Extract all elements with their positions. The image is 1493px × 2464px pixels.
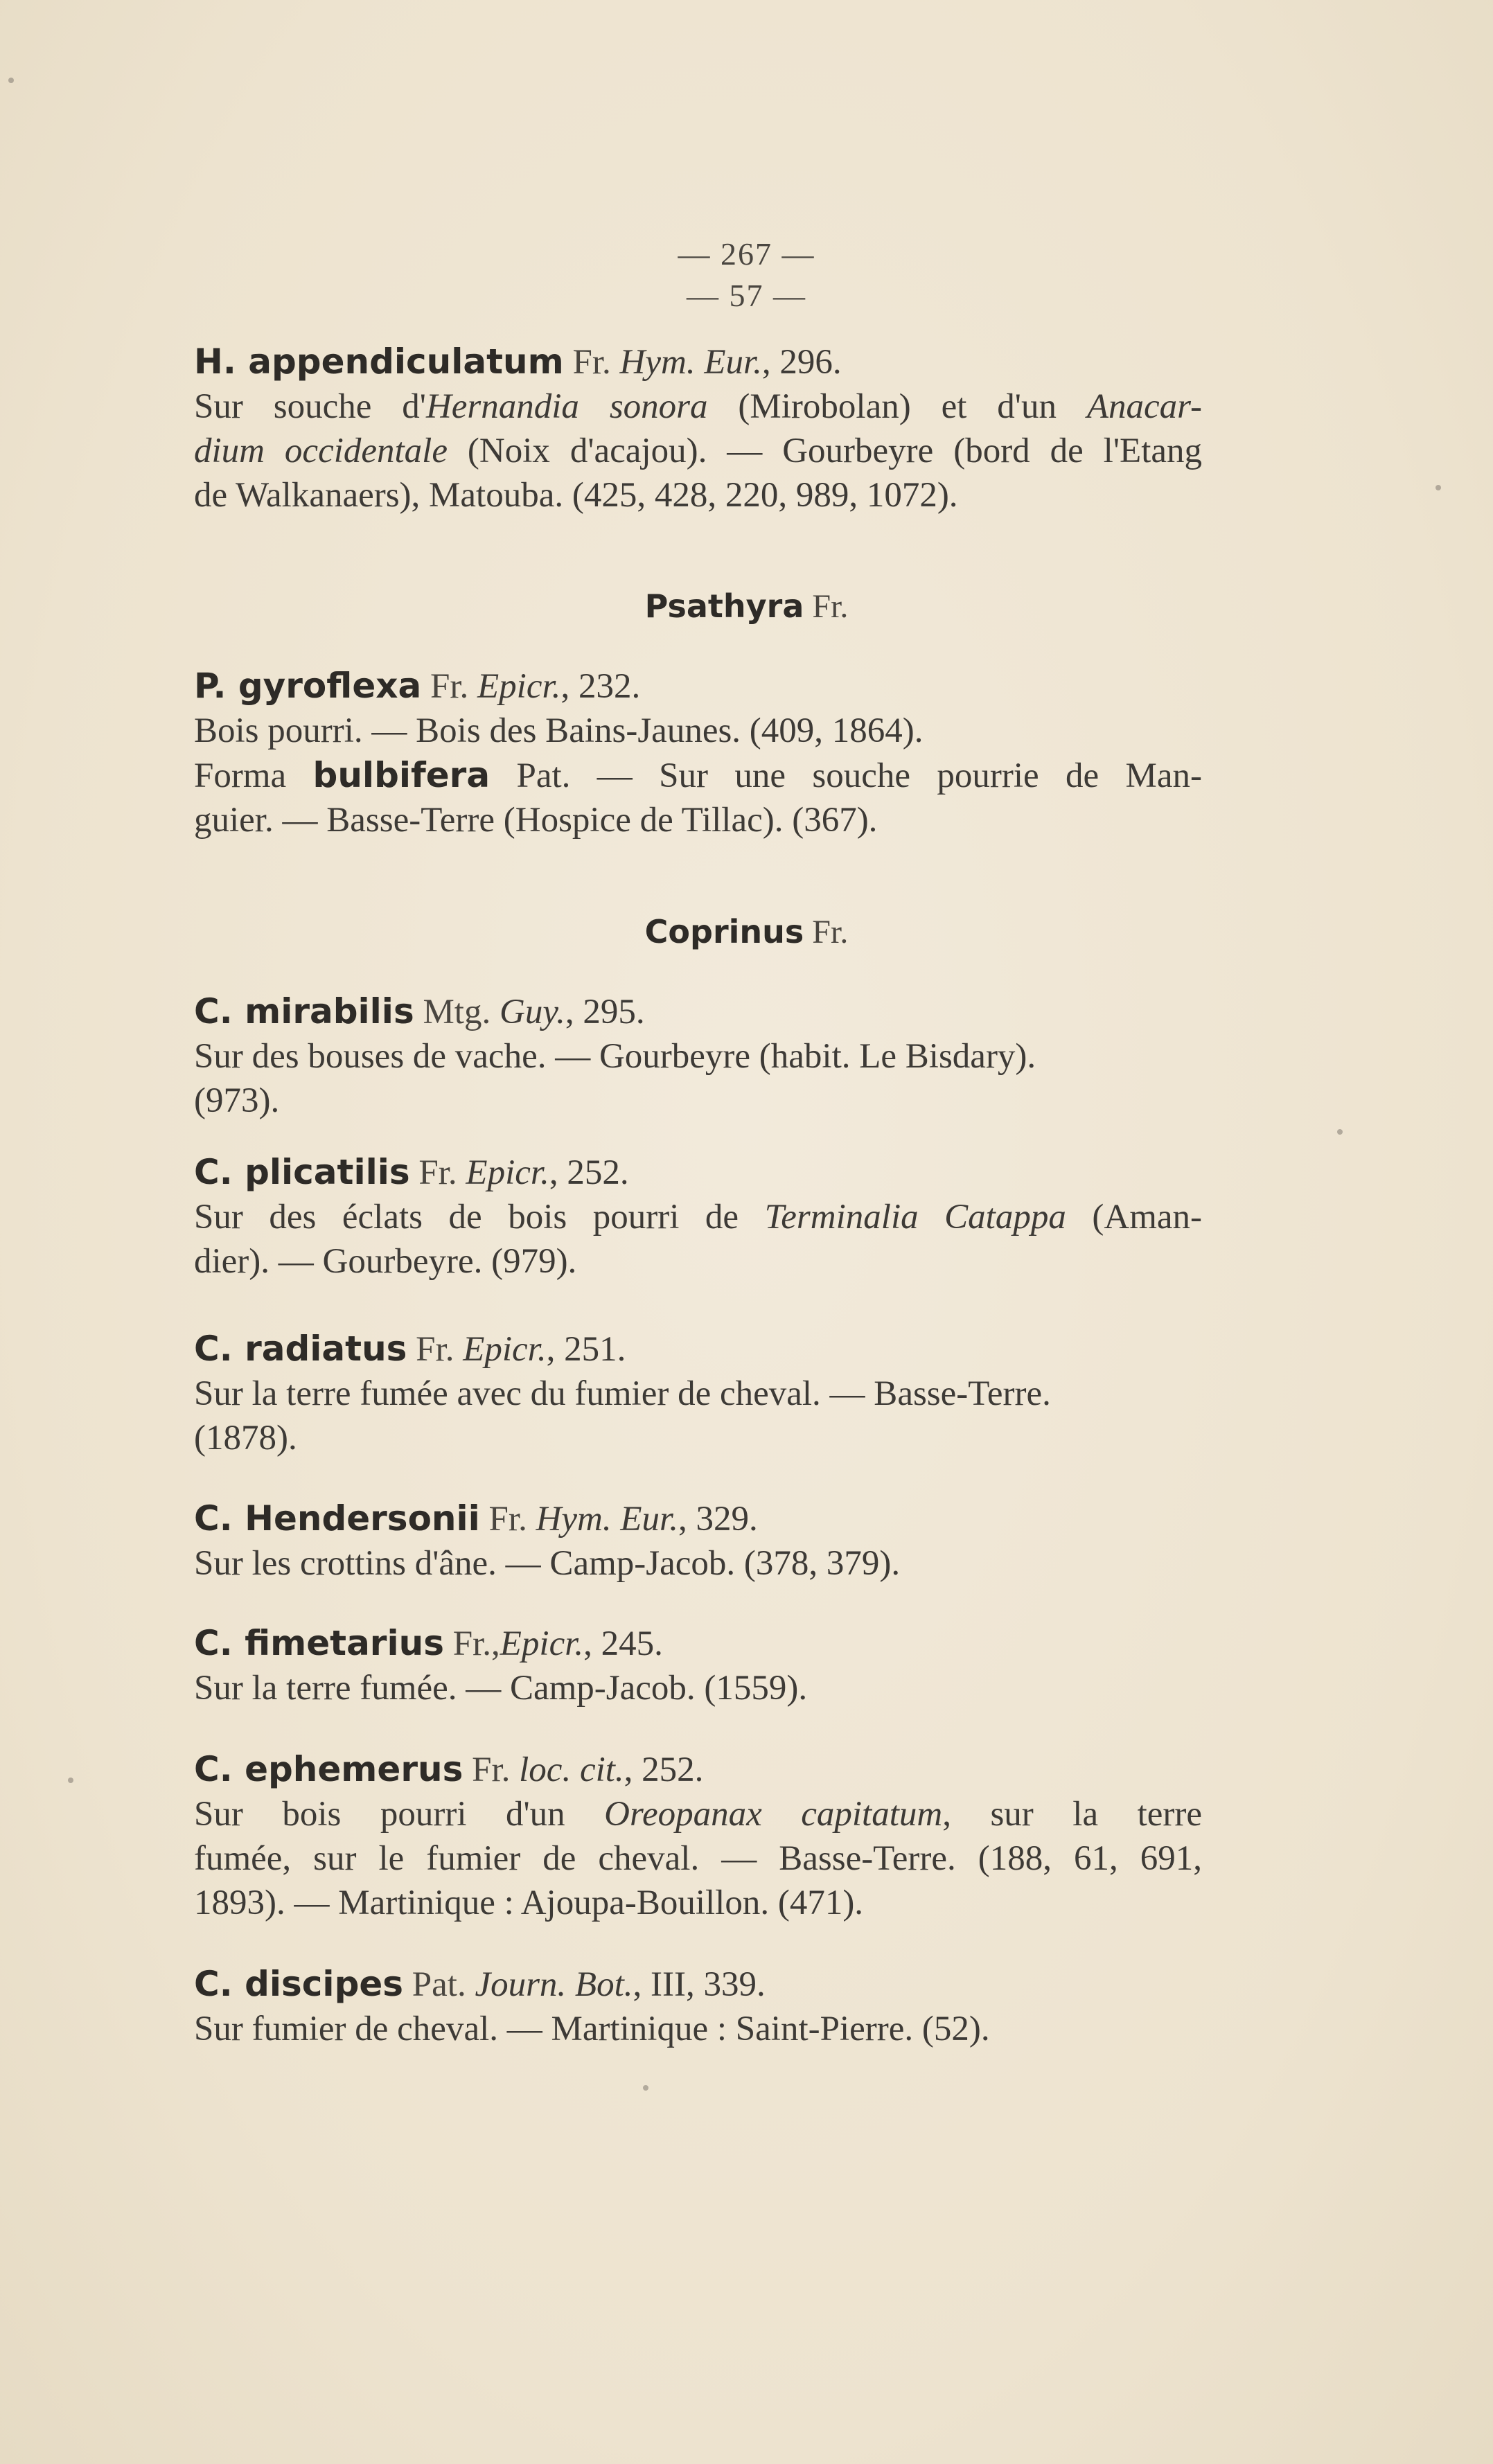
paper-speck — [643, 2085, 648, 2091]
italic-text: Oreopanax capitatum — [604, 1795, 943, 1834]
entry-text-line: Sur la terre fumée avec du fumier de cheval. — Basse-Terre. — [194, 1374, 1051, 1413]
genus-name: Coprinus — [644, 913, 804, 950]
species-work: Hym. Eur. — [536, 1500, 678, 1539]
entry-text-line — [194, 429, 1202, 473]
italic-text: Hernandia sonora — [425, 387, 708, 426]
entry-c-plicatilis — [194, 1150, 1202, 1284]
entry-heading — [194, 1747, 1202, 1792]
species-work: Epicr. — [466, 1153, 549, 1192]
entry-heading — [194, 989, 1202, 1034]
species-work: Journ. Bot. — [475, 1965, 633, 2004]
italic-text: Anacar- — [1086, 387, 1202, 426]
species-work: loc. cit. — [519, 1750, 624, 1789]
text: (Mirobolan) et d'un — [707, 387, 1087, 426]
species-author: Fr. — [488, 1500, 527, 1539]
species-page: , 252. — [549, 1153, 629, 1192]
entry-p-gyroflexa — [194, 664, 1202, 842]
species-name: H. appendiculatum — [194, 342, 564, 382]
species-author: Fr. — [416, 1330, 454, 1369]
entry-text-line: fumée, sur le fumier de cheval. — Basse-Terre. (188, 61, 691, — [194, 1839, 1202, 1878]
text: Sur souche d' — [194, 387, 426, 426]
entry-text-line: Bois pourri. — Bois des Bains-Jaunes. (409, 1864). — [194, 711, 924, 750]
entry-c-fimetarius — [194, 1621, 1202, 1710]
species-name: C. radiatus — [194, 1329, 407, 1369]
entry-c-hendersonii — [194, 1496, 1202, 1586]
species-name: C. mirabilis — [194, 991, 414, 1031]
entry-text-line — [194, 1792, 1202, 1836]
entry-heading — [194, 664, 1202, 709]
entry-heading — [194, 1327, 1202, 1372]
paper-speck — [1337, 1129, 1343, 1135]
entry-text-line — [194, 473, 1202, 517]
genus-author: Fr. — [812, 588, 849, 625]
text: , sur la terre — [942, 1795, 1202, 1834]
species-author: Pat. — [412, 1965, 466, 2004]
text: (Noix d'acajou). — Gourbeyre (bord de l'Etang — [448, 432, 1202, 470]
species-page: , III, 339. — [633, 1965, 766, 2004]
species-work: Guy. — [499, 993, 565, 1031]
species-author: Fr. — [430, 667, 469, 706]
species-name: C. Hendersonii — [194, 1498, 480, 1539]
entry-text-line — [194, 384, 1202, 429]
italic-text: dium occidentale — [194, 432, 448, 470]
entry-heading — [194, 339, 1202, 384]
species-work: Epicr. — [463, 1330, 547, 1369]
entry-text-line: (973). — [194, 1081, 280, 1120]
species-name: P. gyroflexa — [194, 666, 422, 706]
entry-heading — [194, 1496, 1202, 1541]
species-author: Fr. — [572, 343, 611, 382]
species-name: C. fimetarius — [194, 1623, 444, 1663]
italic-text: Terminalia Catappa — [764, 1198, 1066, 1237]
species-author: Mtg. — [423, 993, 491, 1031]
text: Sur bois pourri d'un — [194, 1795, 605, 1834]
entry-text-line: (1878). — [194, 1419, 297, 1457]
text: Pat. — Sur une souche pourrie de Man- — [490, 756, 1203, 795]
species-name: C. ephemerus — [194, 1749, 463, 1789]
entry-text-line: dier). — Gourbeyre. (979). — [194, 1242, 577, 1281]
species-work: Epicr. — [500, 1624, 584, 1663]
genus-author: Fr. — [812, 914, 849, 950]
entry-c-mirabilis — [194, 989, 1202, 1123]
page-number-second: — 57 — — [687, 278, 806, 313]
entry-text-line: 1893). — Martinique : Ajoupa-Bouillon. (471). — [194, 1884, 864, 1922]
species-page: , 329. — [678, 1500, 758, 1539]
entry-c-discipes — [194, 1962, 1202, 2051]
entry-heading — [194, 1621, 1202, 1666]
entry-h-appendiculatum — [194, 339, 1202, 517]
entry-heading — [194, 1150, 1202, 1195]
entry-text-line: Sur fumier de cheval. — Martinique : Saint-Pierre. (52). — [194, 2010, 990, 2048]
species-author: Fr. — [418, 1153, 457, 1192]
paper-speck — [68, 1778, 73, 1783]
entry-text-line: Sur les crottins d'âne. — Camp-Jacob. (378, 379). — [194, 1544, 901, 1583]
entry-c-radiatus — [194, 1327, 1202, 1460]
species-page: , 232. — [560, 667, 641, 706]
entry-text-line: Sur des bouses de vache. — Gourbeyre (habit. Le Bisdary). — [194, 1037, 1036, 1076]
species-page: , 251. — [546, 1330, 626, 1369]
entry-text-line — [194, 1195, 1202, 1239]
text: de Walkanaers), Matouba. (425, 428, 220, 989, 1072). — [194, 476, 958, 515]
text: Forma — [194, 756, 313, 795]
entry-text-line — [194, 753, 1202, 798]
species-name: C. discipes — [194, 1964, 404, 2004]
paper-speck — [8, 78, 14, 83]
genus-name: Psathyra — [644, 587, 804, 625]
forma-name: bulbifera — [312, 755, 491, 795]
page-number-top: — 267 — — [678, 236, 815, 272]
species-page: , 295. — [565, 993, 645, 1031]
genus-heading-psathyra — [0, 587, 1493, 626]
entry-text-line: guier. — Basse-Terre (Hospice de Tillac). (367). — [194, 801, 878, 840]
species-author: Fr. — [472, 1750, 511, 1789]
paper-speck — [1435, 485, 1441, 490]
species-page: , 245. — [583, 1624, 663, 1663]
text: Sur des éclats de bois pourri de — [194, 1198, 765, 1237]
species-work: Epicr. — [477, 667, 561, 706]
genus-heading-coprinus — [0, 913, 1493, 951]
species-author: Fr., — [452, 1624, 500, 1663]
text: (Aman- — [1066, 1198, 1202, 1237]
species-page: , 296. — [761, 343, 842, 382]
species-page: , 252. — [624, 1750, 704, 1789]
entry-c-ephemerus — [194, 1747, 1202, 1925]
entry-heading — [194, 1962, 1202, 2007]
species-name: C. plicatilis — [194, 1152, 410, 1192]
entry-text-line: Sur la terre fumée. — Camp-Jacob. (1559). — [194, 1669, 808, 1708]
species-work: Hym. Eur. — [619, 343, 762, 382]
